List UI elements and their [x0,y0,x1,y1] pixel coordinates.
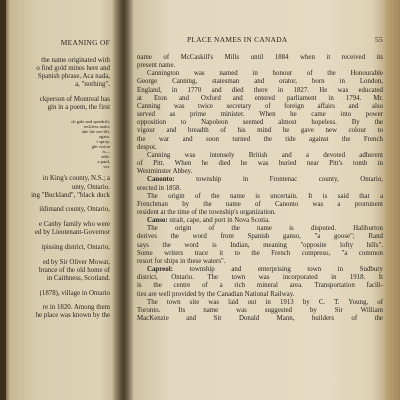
text-line: again. [98,133,110,139]
book-gutter [112,0,134,400]
text-line: he place was known by the [35,312,110,320]
text-line: Canso: strait, cape, and port in Nova Scotia. [147,217,270,225]
text-line: ver. [103,163,110,169]
text-line: ch gale and spindrift, [71,118,110,124]
text-line: e Canby family who were [38,221,110,229]
text-line: Canning was intensely British and a devoted adherent [147,151,383,159]
page-stack-edge [386,0,400,400]
text-line: brance of the old home of [39,266,110,274]
text-line: ght vision [91,143,110,149]
text-line: gin in a poem, the first [47,104,110,112]
text-line: ckperson of Montreal has [39,96,110,104]
text-line: says the word is Indian, meaning "opposite lofty hills". [137,241,383,249]
text-line: o find gold mines here and [36,65,110,73]
text-line: Canonto: township in Frontenac county, Ontario, [147,176,383,184]
text-line: resort for ships in these waters". [137,257,226,265]
text-line: ildimand county, Ontario, [39,206,110,214]
text-line: Cannington was named in honour of the Honourable [147,70,383,78]
text-line: is the centre of a rich mineral area. Transportation facili- [137,282,383,290]
text-line: the war and soon turned the tide against the French [137,135,383,143]
right-page-text [137,54,383,323]
entry-headword: Capreol: [147,266,173,274]
right-running-head-title: PLACE NAMES IN CANADA [187,35,288,44]
text-line: opposition to Napoleon seemed almost hopeless. By the [137,119,383,127]
text-line: The origin of the name is disputed. Haliburton [147,225,383,233]
left-page [6,30,110,360]
text-line: The origin of the name is uncertain. It is said that a [147,192,383,200]
text-line: Westminster Abbey. [137,168,193,176]
text-line: derives the word from Spanish ganso, "a goose"; Rand [137,233,383,241]
text-line: at Eton and Oxford and entered parliament in 1794. Mr. [137,94,383,102]
text-line: district, Ontario. The town was incorporated in 1918. It [137,274,383,282]
right-page [137,35,383,375]
page-number: 55 [375,35,383,44]
text-line: Canning was twice secretary of foreign affairs and also [137,102,383,110]
text-line: Frenchman by the name of Canonto was a prominent [137,200,383,208]
text-line: in Caithness, Scotland. [46,274,110,282]
text-line: despot. [137,143,157,151]
text-line: vigour and breadth of his mind he gave new colour to [137,127,383,135]
text-line: Some writers trace it to the French compreso, "a common [137,249,383,257]
text-line: of Pitt. When he died he was buried near Pitt's tomb in [137,160,383,168]
left-running-head [6,38,110,48]
text-line: England, in 1770 and died there in 1827. He was educated [137,86,383,94]
right-running-head [137,35,383,45]
text-line: Capreol: township and enterprising town in Sudbury [147,266,383,274]
text-line: Spanish phrase, Aca nada, [37,73,110,81]
text-line: present name. [137,62,176,70]
text-line: unty, Ontario. [71,183,110,191]
text-line: re in 1820. Among them [42,304,110,312]
text-line: ties are well provided by the Canadian National Railway. [137,290,295,298]
text-line: Toronto. Its name was suggested by Sir William [137,306,383,314]
entry-headword: Canso: [147,217,168,225]
text-line: a pard, [97,158,110,164]
text-line: in King's county, N.S.; a [42,175,110,183]
text-line: is— [102,148,110,154]
text-line: r spray, [96,138,110,144]
text-line: the name originated with [41,57,110,64]
text-line: resident at the time of the township's organization. [137,208,276,216]
entry-headword: Canonto: [147,176,175,184]
text-line: erected in 1858. [137,184,182,192]
text-line: served as prime minister. When he came into power [137,111,383,119]
text-line: a, "nothing". [75,81,110,89]
text-line: reckless main; [83,123,110,129]
text-line: ed by Lieutenant-Governor [34,229,110,237]
text-line: ake the sea-lift, [81,128,110,134]
text-line: The town site was laid out in 1913 by C. T. Young, of [147,298,383,306]
text-line: MacKenzie and Sir Donald Mann, builders of the [137,315,383,322]
text-line: ipissing district, Ontario, [41,243,110,251]
left-running-head-title: MEANING OF [60,38,110,47]
text-line: George Canning, statesman and orator, born in London, [137,78,383,86]
text-line: ed by Sir Oliver Mowat, [42,258,110,266]
left-page-text [6,57,110,320]
text-line: ing "Buckland", "black duck [31,191,110,199]
text-line: (1878), village in Ontario [39,289,110,297]
text-line: name of McCaskill's Mills until 1884 when it received its [137,54,383,61]
text-line: adie. [101,153,110,159]
